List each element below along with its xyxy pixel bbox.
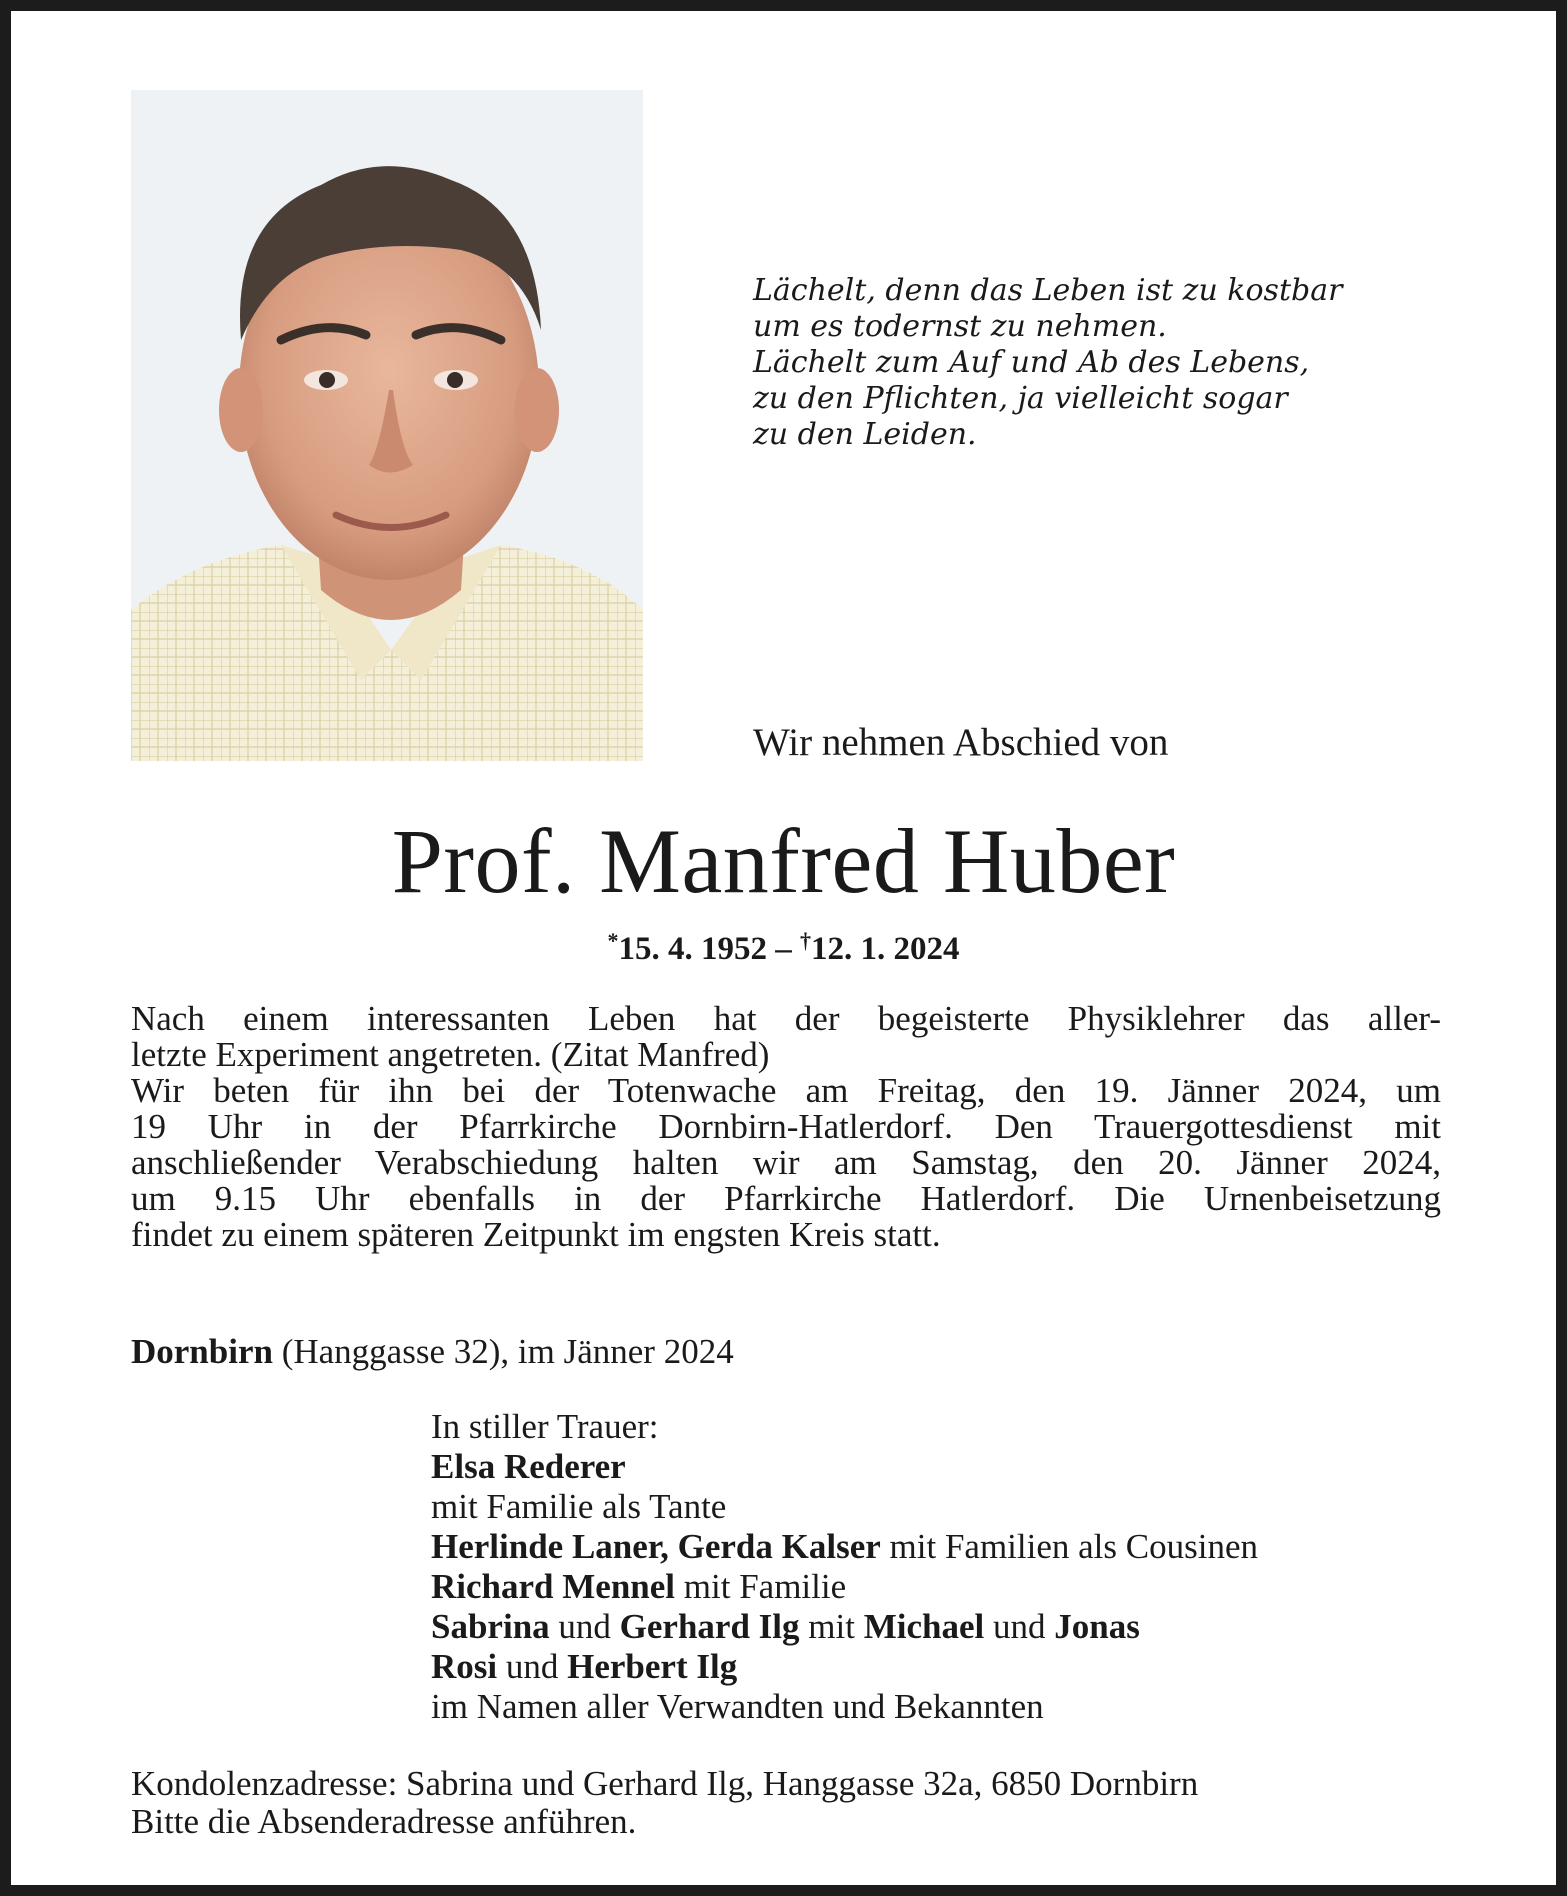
- mourner-row: [431, 1527, 1258, 1567]
- condolence-address: [131, 1765, 1198, 1841]
- birth-symbol: *: [607, 928, 619, 953]
- connector: und: [497, 1647, 568, 1686]
- mourners-list: [431, 1407, 1258, 1727]
- text-line: letzte Experiment angetreten. (Zitat Manfred): [131, 1035, 770, 1074]
- mourner-name: Herlinde Laner, Gerda Kalser: [431, 1527, 881, 1566]
- mourner-name: Herbert Ilg: [567, 1647, 738, 1686]
- place-city: Dornbirn: [131, 1332, 273, 1371]
- birth-date: 15. 4. 1952: [618, 931, 767, 967]
- condolence-note: Bitte die Absenderadresse anführen.: [131, 1802, 637, 1841]
- announcement-text: [131, 1001, 1441, 1253]
- mourner-row: [431, 1647, 1258, 1687]
- life-dates: [11, 921, 1556, 969]
- mourners-intro: In stiller Trauer:: [431, 1407, 659, 1446]
- death-symbol: †: [800, 928, 811, 953]
- mourner-row: im Namen aller Verwandten und Bekannten: [431, 1687, 1044, 1726]
- mourner-name: Gerhard Ilg: [619, 1607, 800, 1646]
- mourner-row: [431, 1567, 1258, 1607]
- place-rest: (Hanggasse 32), im Jänner 2024: [272, 1332, 734, 1371]
- quote-line: Lächelt zum Auf und Ab des Lebens,: [753, 345, 1310, 380]
- quote-line: um es todernst zu nehmen.: [753, 309, 1167, 344]
- farewell-heading: Wir nehmen Abschied von: [753, 721, 1169, 764]
- mourner-name: Jonas: [1054, 1607, 1140, 1646]
- quote-line: zu den Pflichten, ja vielleicht sogar: [753, 381, 1288, 416]
- connector: und: [549, 1607, 620, 1646]
- text-line: 19 Uhr in der Pfarrkirche Dornbirn-Hatlerdorf. Den Trauergottesdienst mit: [131, 1107, 1441, 1146]
- text-line: Wir beten für ihn bei der Totenwache am Freitag, den 19. Jänner 2024, um: [131, 1071, 1441, 1110]
- mourner-row: [431, 1607, 1258, 1647]
- text-line: findet zu einem späteren Zeitpunkt im engsten Kreis statt.: [131, 1215, 941, 1254]
- quote-line: zu den Leiden.: [753, 417, 977, 452]
- text-line: Nach einem interessanten Leben hat der begeisterte Physiklehrer das aller-: [131, 999, 1441, 1038]
- mourner-relation: mit Familien als Cousinen: [880, 1527, 1258, 1566]
- connector: und: [984, 1607, 1055, 1646]
- text-line: um 9.15 Uhr ebenfalls in der Pfarrkirche Hatlerdorf. Die Urnenbeisetzung: [131, 1179, 1441, 1218]
- place-and-date: [131, 1332, 734, 1372]
- quote-line: Lächelt, denn das Leben ist zu kostbar: [753, 273, 1343, 308]
- memorial-quote: [753, 273, 1453, 453]
- mourner-name: Elsa Rederer: [431, 1447, 626, 1486]
- deceased-name: Prof. Manfred Huber: [391, 810, 1176, 912]
- death-date: 12. 1. 2024: [811, 931, 960, 967]
- mourner-row: [431, 1447, 1258, 1487]
- date-separator: –: [767, 931, 800, 967]
- portrait-illustration: [131, 90, 643, 761]
- mourner-row: mit Familie als Tante: [431, 1487, 727, 1526]
- text-line: anschließender Verabschiedung halten wir am Samstag, den 20. Jänner 2024,: [131, 1143, 1441, 1182]
- mourner-name: Richard Mennel: [431, 1567, 676, 1606]
- mourner-name: Rosi: [431, 1647, 498, 1686]
- portrait-photo: [131, 90, 643, 761]
- connector: mit: [799, 1607, 864, 1646]
- mourner-name: Michael: [863, 1607, 985, 1646]
- mourner-relation: mit Familie: [675, 1567, 847, 1606]
- mourner-name: Sabrina: [431, 1607, 550, 1646]
- condolence-line: Kondolenzadresse: Sabrina und Gerhard Ilg, Hanggasse 32a, 6850 Dornbirn: [131, 1764, 1199, 1803]
